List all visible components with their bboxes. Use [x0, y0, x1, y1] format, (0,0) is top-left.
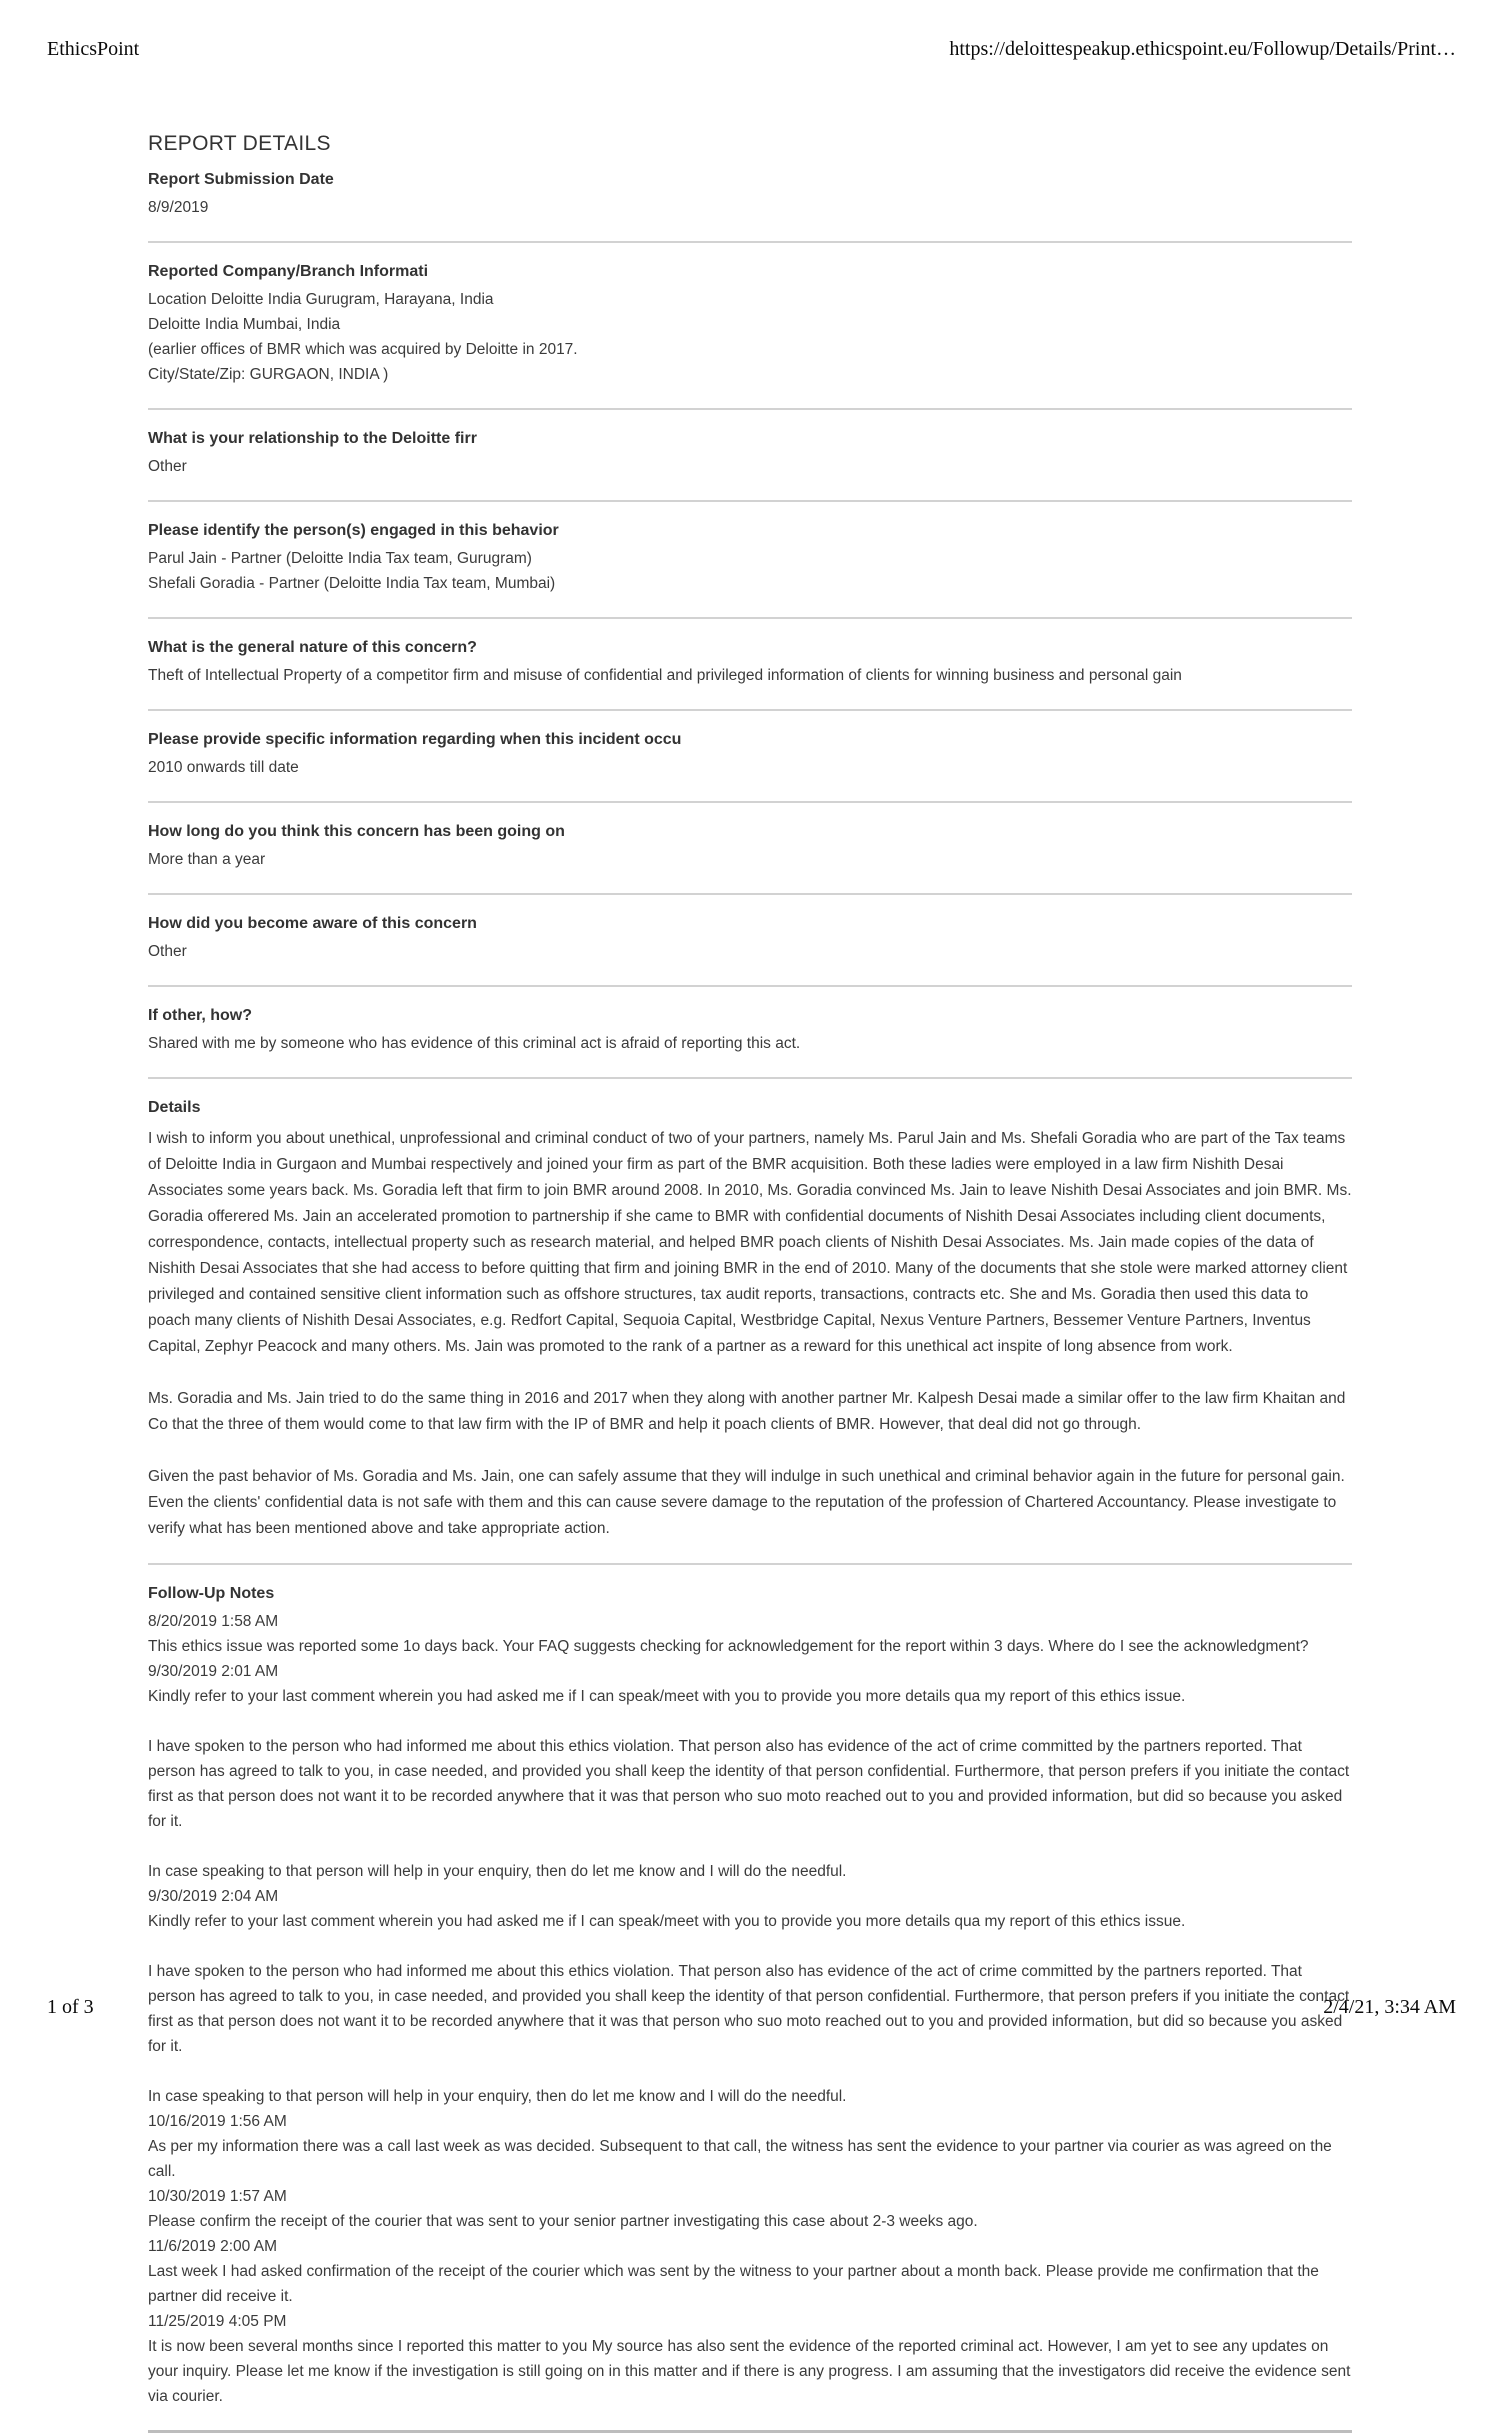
- section-value-line: 2010 onwards till date: [148, 759, 299, 776]
- section-value-line: City/State/Zip: GURGAON, INDIA ): [148, 366, 389, 383]
- report-section: [148, 160, 1352, 243]
- page-number: 1 of 3: [47, 1996, 94, 2018]
- report-section: [148, 502, 1352, 619]
- followup-entry-text: Last week I had asked confirmation of the receipt of the courier which was sent by the witness to your partner about a month back. Please provide me confirmation that the partner did receive it.: [148, 2263, 1319, 2305]
- section-label: If other, how?: [148, 1007, 252, 1024]
- report-details-heading: REPORT DETAILS: [148, 132, 331, 155]
- section-value-line: (earlier offices of BMR which was acquired by Deloitte in 2017.: [148, 341, 578, 358]
- section-value-line: Parul Jain - Partner (Deloitte India Tax team, Gurugram): [148, 550, 532, 567]
- section-value-line: Deloitte India Mumbai, India: [148, 316, 341, 333]
- section-value-line: Theft of Intellectual Property of a competitor firm and misuse of confidential and privileged information of clients for winning business and personal gain: [148, 667, 1182, 684]
- print-header: [47, 38, 1456, 61]
- print-footer: [47, 1996, 1456, 2019]
- section-label: Follow-Up Notes: [148, 1585, 275, 1602]
- section-label: How long do you think this concern has been going on: [148, 823, 565, 840]
- report-section: [148, 619, 1352, 711]
- page-url: https://deloittespeakup.ethicspoint.eu/Followup/Details/Print…: [949, 38, 1456, 60]
- details-body: [148, 1126, 1352, 1542]
- followup-entry-date: 10/16/2019 1:56 AM: [148, 2113, 287, 2130]
- section-label: Details: [148, 1099, 201, 1116]
- report-section: [148, 895, 1352, 987]
- followup-entry-text: This ethics issue was reported some 1o days back. Your FAQ suggests checking for acknowledgement for the report within 3 days. Where do I see the acknowledgment?: [148, 1638, 1309, 1655]
- report-section: [148, 711, 1352, 803]
- section-value-line: Other: [148, 943, 187, 960]
- followup-entry-text: It is now been several months since I reported this matter to you My source has also sent the evidence of the reported criminal act. However, I am yet to see any updates on your inquiry. Please let me know if the investigation is still going on in this matter and if there is any progress. I am assuming that the investigators did receive the evidence sent via courier.: [148, 2338, 1351, 2405]
- print-timestamp: 2/4/21, 3:34 AM: [1323, 1996, 1456, 2018]
- followup-entry-text: As per my information there was a call last week as was decided. Subsequent to that call, the witness has sent the evidence to your partner via courier as was agreed on the call.: [148, 2138, 1332, 2180]
- section-label: Reported Company/Branch Informati: [148, 263, 429, 280]
- section-label: How did you become aware of this concern: [148, 915, 477, 932]
- details-paragraph: Ms. Goradia and Ms. Jain tried to do the same thing in 2016 and 2017 when they along with another partner Mr. Kalpesh Desai made a similar offer to the law firm Khaitan and Co that the three of them would come to that law firm with the IP of BMR and help it poach clients of BMR. However, that deal did not go through.: [148, 1390, 1346, 1433]
- report-section: [148, 803, 1352, 895]
- followup-entry-text: Please confirm the receipt of the courier that was sent to your senior partner investigating this case about 2-3 weeks ago.: [148, 2213, 978, 2230]
- followup-entry-date: 10/30/2019 1:57 AM: [148, 2188, 287, 2205]
- followup-entry-text: In case speaking to that person will help in your enquiry, then do let me know and I will do the needful.: [148, 2088, 847, 2105]
- followup-entry-date: 9/30/2019 2:04 AM: [148, 1888, 279, 1905]
- followup-entry-date: 9/30/2019 2:01 AM: [148, 1663, 279, 1680]
- section-value-line: Other: [148, 458, 187, 475]
- report-section: [148, 1079, 1352, 1565]
- followup-entry-text: In case speaking to that person will help in your enquiry, then do let me know and I will do the needful.: [148, 1863, 847, 1880]
- report-section: [148, 243, 1352, 410]
- followup-entry-date: 11/6/2019 2:00 AM: [148, 2238, 277, 2255]
- section-label: Report Submission Date: [148, 171, 334, 188]
- section-value-line: Shared with me by someone who has evidence of this criminal act is afraid of reporting this act.: [148, 1035, 801, 1052]
- report-sections: [148, 160, 1352, 2433]
- section-value-line: More than a year: [148, 851, 266, 868]
- followup-entry-text: Kindly refer to your last comment wherein you had asked me if I can speak/meet with you to provide you more details qua my report of this ethics issue.: [148, 1913, 1186, 1930]
- section-value-line: 8/9/2019: [148, 199, 209, 216]
- details-paragraph: Given the past behavior of Ms. Goradia and Ms. Jain, one can safely assume that they will indulge in such unethical and criminal behavior again in the future for personal gain. Even the clients' confidential data is not safe with them and this can cause severe damage to the reputation of the profession of Chartered Accountancy. Please investigate to verify what has been mentioned above and take appropriate action.: [148, 1468, 1345, 1537]
- section-label: Please provide specific information regarding when this incident occu: [148, 731, 682, 748]
- section-value-line: Shefali Goradia - Partner (Deloitte India Tax team, Mumbai): [148, 575, 556, 592]
- section-value-line: Location Deloitte India Gurugram, Harayana, India: [148, 291, 494, 308]
- report-content: [148, 132, 1352, 2433]
- page-title: EthicsPoint: [47, 38, 140, 60]
- report-section: [148, 410, 1352, 502]
- section-label: What is the general nature of this concern?: [148, 639, 477, 656]
- report-section: [148, 987, 1352, 1079]
- details-paragraph: I wish to inform you about unethical, unprofessional and criminal conduct of two of your partners, namely Ms. Parul Jain and Ms. Shefali Goradia who are part of the Tax teams of Deloitte India in Gurgaon and Mumbai respectively and joined your firm as part of the BMR acquisition. Both these ladies were employed in a law firm Nishith Desai Associates some years back. Ms. Goradia left that firm to join BMR around 2008. In 2010, Ms. Goradia convinced Ms. Jain to leave Nishith Desai Associates and join BMR. Ms. Goradia offerered Ms. Jain an accelerated promotion to partnership if she came to BMR with confidential documents of Nishith Desai Associates including client documents, correspondence, contacts, intellectual property such as research material, and helped BMR poach clients of Nishith Desai Associates. Ms. Jain made copies of the data of Nishith Desai Associates that she had access to before quitting that firm and joining BMR in the end of 2010. Many of the documents that she stole were marked attorney client privileged and contained sensitive client information such as offshore structures, tax audit reports, transactions, contracts etc. She and Ms. Goradia then used this data to poach many clients of Nishith Desai Associates, e.g. Redfort Capital, Sequoia Capital, Westbridge Capital, Nexus Venture Partners, Bessemer Venture Partners, Inventus Capital, Zephyr Peacock and many others. Ms. Jain was promoted to the rank of a partner as a reward for this unethical act inspite of long absence from work.: [148, 1130, 1352, 1355]
- section-label: Please identify the person(s) engaged in this behavior: [148, 522, 559, 539]
- followup-entry-date: 8/20/2019 1:58 AM: [148, 1613, 279, 1630]
- section-label: What is your relationship to the Deloitte firr: [148, 430, 477, 447]
- followup-entry-text: I have spoken to the person who had informed me about this ethics violation. That person also has evidence of the act of crime committed by the partners reported. That person has agreed to talk to you, in case needed, and provided you shall keep the identity of that person confidential. Furthermore, that person prefers if you initiate the contact first as that person does not want it to be recorded anywhere that it was that person who suo moto reached out to you and provided information, but did so because you asked for it.: [148, 1963, 1350, 2055]
- followup-entry-text: I have spoken to the person who had informed me about this ethics violation. That person also has evidence of the act of crime committed by the partners reported. That person has agreed to talk to you, in case needed, and provided you shall keep the identity of that person confidential. Furthermore, that person prefers if you initiate the contact first as that person does not want it to be recorded anywhere that it was that person who suo moto reached out to you and provided information, but did so because you asked for it.: [148, 1738, 1350, 1830]
- followup-entry-date: 11/25/2019 4:05 PM: [148, 2313, 287, 2330]
- followup-entry-text: Kindly refer to your last comment wherein you had asked me if I can speak/meet with you to provide you more details qua my report of this ethics issue.: [148, 1688, 1186, 1705]
